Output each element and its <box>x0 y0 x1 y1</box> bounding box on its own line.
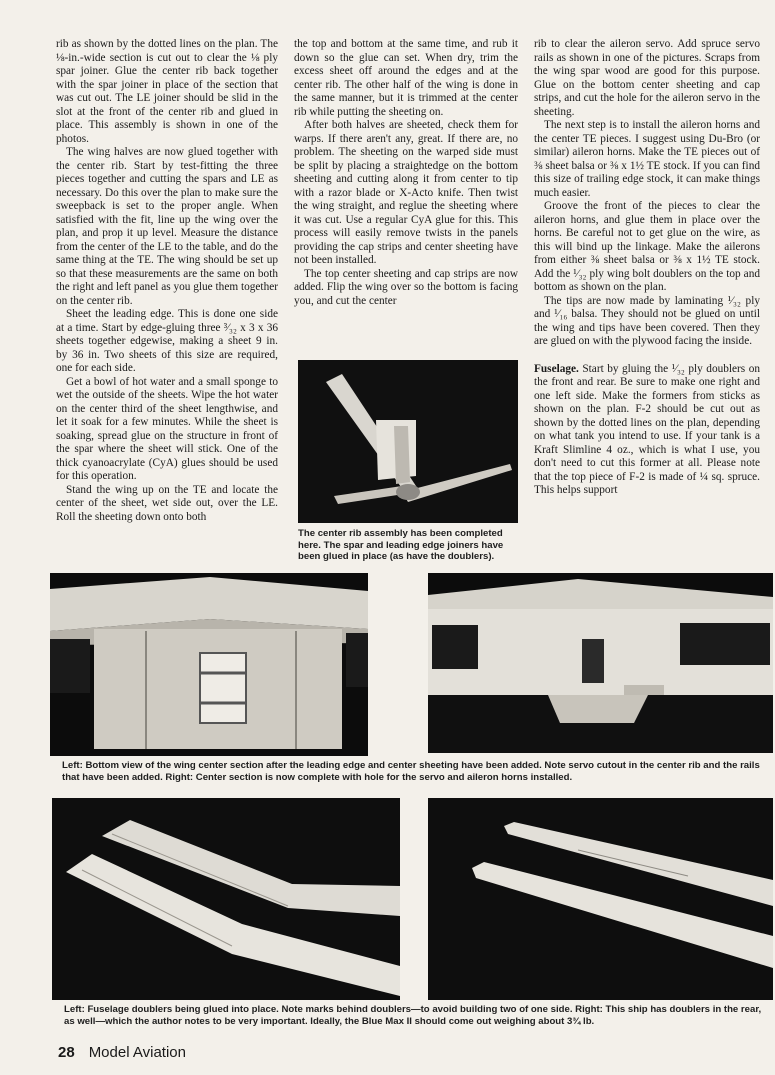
caption-fuselage: Left: Fuselage doublers being glued into place. Note marks behind doublers—to avoid building two of one side. Right: This ship has doublers in the rear, as well—which the author notes to be very important. Ideally, the Blue Max II should come out weighing about 3¾ lb. <box>64 1004 762 1027</box>
paragraph: Sheet the leading edge. This is done one side at a time. Start by edge-gluing three ³⁄₃₂ x 3 x 36 sheets together edgewise, making a sheet 9 in. by 36 in. Two sheets of this size are required, one for each side. <box>56 308 278 374</box>
paragraph: The wing halves are now glued together with the center rib. Start by test-fitting the three pieces together and cutting the spars and LE as necessary. Do this over the plan to make sure the sweepback is set to the proper angle. When satisfied with the fit, line up the wing over the plan, and prop it up level. Measure the distance from the center of the LE to the table, and do the same thing at the TE. The wing should be set up so that these measurements are the same on both the right and left panel as you glue them together on the center rib. <box>56 146 278 307</box>
paragraph: rib as shown by the dotted lines on the plan. The ⅛-in.-wide section is cut out to clear the ⅛ ply spar joiner. Glue the center rib back together with the spar joiner in place of the section that was cut out. The LE joiner should be slid in the slot at the front of the center rib and glued in place. This assembly is shown in one of the photos. <box>56 38 278 145</box>
paragraph: After both halves are sheeted, check them for warps. If there aren't any, great. If there are, no problem. The sheeting on the warped side must be split by placing a straightedge on the bottom sheeting and cutting along it from center to tip with a razor blade or X-Acto knife. Then twist the wing straight, and reglue the sheeting where it was cut. Use a regular CyA glue for this. This process will easily remove twists in the panels providing the cap strips and center sheeting have not been installed. <box>294 119 518 266</box>
article-column-1 <box>56 38 278 524</box>
paragraph: The next step is to install the aileron horns and the center TE pieces. I suggest using Du-Bro (or similar) aileron horns. Make the TE pieces out of ⅜ sheet balsa or ⅜ x 1½ TE stock. If you can find this size of trailing edge stock, it can make things much easier. <box>534 119 760 199</box>
photo-fuselage-rear-doublers <box>428 798 773 1000</box>
caption-center-rib: The center rib assembly has been completed here. The spar and leading edge joiners have been glued in place (as have the doublers). <box>298 528 504 563</box>
paragraph: Get a bowl of hot water and a small sponge to wet the outside of the sheets. Wipe the hot water on the center third of the sheet lengthwise, and let it soak for a few minutes. While the sheet is soaking, spread glue on the structure in front of the spar where the sheet will stick. One of the thick cyanoacrylate (CyA) glues should be used for this operation. <box>56 375 278 482</box>
photo-wing-center-bottom <box>50 573 368 756</box>
magazine-name: Model Aviation <box>88 1044 186 1061</box>
photo-fuselage-doublers <box>52 798 400 1000</box>
photo-center-rib-assembly <box>298 360 518 523</box>
paragraph: The top center sheeting and cap strips are now added. Flip the wing over so the bottom is facing you, and cut the center <box>294 267 518 307</box>
paragraph: Groove the front of the pieces to clear the aileron horns, and glue them in place over the horns. Be careful not to get glue on the wire, as this will bind up the linkage. Make the ailerons from either ⅜ sheet balsa or ⅜ x 1½ TE stock. Add the ¹⁄₃₂ ply wing bolt doublers on the top and bottom as shown on the plan. <box>534 200 760 293</box>
paragraph: rib to clear the aileron servo. Add spruce servo rails as shown in one of the pictures. Scraps from the wing spar wood are good for this purpose. Glue on the bottom center sheeting and cap strips, and cut the hole for the aileron servo in the sheeting. <box>534 38 760 118</box>
article-column-2 <box>294 38 518 308</box>
paragraph: Stand the wing up on the TE and locate the center of the sheet, wet side out, over the LE. Roll the sheeting down onto both <box>56 483 278 523</box>
fuselage-text: Start by gluing the ¹⁄₃₂ ply doublers on the front and rear. Be sure to make one right and one left side. Make the formers from sticks as shown on the plan. F-2 should be cut out as shown by the dotted lines on the plan, depending on what tank you intend to use. If your tank is a Kraft Slimline 4 oz., which is what I use, you don't need to cut this former at all. Please note that the top piece of F-2 is made of ¼ sq. spruce. This helps support <box>534 362 760 496</box>
page-number: 28 <box>58 1044 75 1061</box>
caption-center-section: Left: Bottom view of the wing center section after the leading edge and center sheeting have been added. Note servo cutout in the center rib and the rails that have been added. Right: Center section is now complete with hole for the servo and aileron horns installed. <box>62 760 760 783</box>
paragraph-fuselage <box>534 363 760 498</box>
paragraph: The tips are now made by laminating ¹⁄₃₂ ply and ¹⁄₁₆ balsa. They should not be glued on until the wing and tips have been covered. Then they are glued on with the plywood facing the inside. <box>534 294 760 347</box>
page-footer <box>58 1044 186 1061</box>
article-column-3 <box>534 38 760 498</box>
photo-center-section-complete <box>428 573 773 753</box>
section-heading-fuselage: Fuselage. <box>534 362 579 375</box>
paragraph: the top and bottom at the same time, and rub it down so the glue can set. When dry, trim the excess sheet off around the edges and at the center rib. The other half of the wing is done in the same manner, but it is trimmed at the center rib while putting the sheeting on. <box>294 38 518 118</box>
